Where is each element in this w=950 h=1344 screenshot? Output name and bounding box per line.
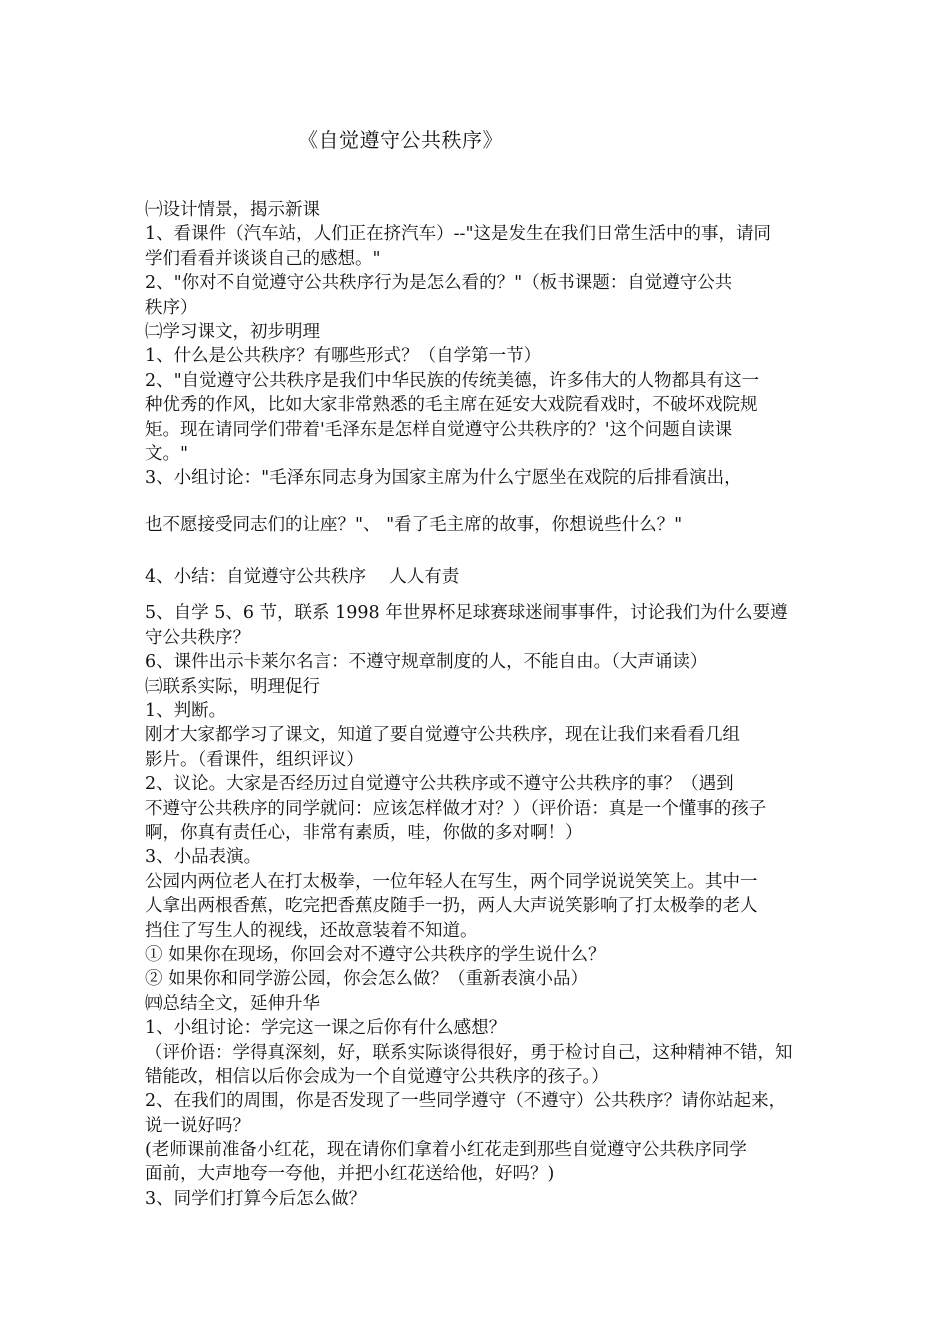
paragraph-line: 2、"你对不自觉遵守公共秩序行为是怎么看的？"（板书课题：自觉遵守公共 (145, 273, 733, 294)
paragraph-line: 种优秀的作风，比如大家非常熟悉的毛主席在延安大戏院看戏时，不破坏戏院规 (145, 395, 758, 416)
paragraph-line: 说一说好吗？ (145, 1115, 250, 1136)
section-heading-4: ㈣总结全文，延伸升华 (145, 993, 320, 1014)
paragraph-line: （评价语：学得真深刻，好，联系实际谈得很好，勇于检讨自己，这种精神不错，知 (145, 1042, 793, 1063)
document-title: 《自觉遵守公共秩序》 (298, 128, 503, 152)
paragraph-line: 秩序） (145, 297, 198, 318)
paragraph-line: 也不愿接受同志们的让座？"、 "看了毛主席的故事，你想说些什么？" (145, 514, 683, 535)
section-heading-3: ㈢联系实际，明理促行 (145, 676, 320, 697)
document-body (145, 198, 815, 1211)
paragraph-line: 啊，你真有责任心，非常有素质，哇，你做的多对啊！） (145, 822, 583, 843)
paragraph-line: 3、同学们打算今后怎么做？ (145, 1188, 367, 1209)
paragraph-line: 错能改，相信以后你会成为一个自觉遵守公共秩序的孩子。） (145, 1066, 609, 1087)
paragraph-line: 人拿出两根香蕉，吃完把香蕉皮随手一扔，两人大声说笑影响了打太极拳的老人 (145, 896, 758, 917)
paragraph-line: 1、看课件（汽车站，人们正在挤汽车）--"这是发生在我们日常生活中的事，请同 (145, 224, 772, 245)
paragraph-line: 2、在我们的周围，你是否发现了一些同学遵守（不遵守）公共秩序？请你站起来， (145, 1091, 787, 1112)
paragraph-line: 4、小结：自觉遵守公共秩序 人人有责 (145, 567, 460, 588)
paragraph-line: (老师课前准备小红花，现在请你们拿着小红花走到那些自觉遵守公共秩序同学 (145, 1140, 747, 1161)
paragraph-line: 矩。现在请同学们带着'毛泽东是怎样自觉遵守公共秩序的？'这个问题自读课 (145, 419, 733, 440)
section-heading-2: ㈡学习课文，初步明理 (145, 321, 320, 342)
paragraph-line: 影片。（看课件，组织评议） (145, 749, 364, 770)
question-line: ① 如果你在现场，你回会对不遵守公共秩序的学生说什么？ (145, 944, 606, 965)
paragraph-line: 3、小品表演。 (145, 847, 262, 868)
paragraph-line: 学们看看并谈谈自己的感想。" (145, 248, 381, 269)
paragraph-line: 刚才大家都学习了课文，知道了要自觉遵守公共秩序，现在让我们来看看几组 (145, 725, 740, 746)
paragraph-line: 守公共秩序？ (145, 627, 250, 648)
paragraph-line: 2、"自觉遵守公共秩序是我们中华民族的传统美德，许多伟大的人物都具有这一 (145, 370, 760, 391)
paragraph-line: 6、课件出示卡莱尔名言：不遵守规章制度的人，不能自由。（大声诵读） (145, 652, 708, 673)
paragraph-line: 3、小组讨论："毛泽东同志身为国家主席为什么宁愿坐在戏院的后排看演出， (145, 468, 742, 489)
paragraph-line: 面前，大声地夸一夸他，并把小红花送给他，好吗？) (145, 1164, 555, 1185)
paragraph-line: 1、小组讨论：学完这一课之后你有什么感想？ (145, 1018, 507, 1039)
paragraph-line: 挡住了写生人的视线，还故意装着不知道。 (145, 920, 478, 941)
paragraph-line: 1、判断。 (145, 701, 227, 722)
question-line: ② 如果你和同学游公园，你会怎么做？（重新表演小品） (145, 969, 589, 990)
paragraph-line: 2、议论。大家是否经历过自觉遵守公共秩序或不遵守公共秩序的事？（遇到 (145, 774, 734, 795)
paragraph-line: 不遵守公共秩序的同学就问：应该怎样做才对？）（评价语：真是一个懂事的孩子 (145, 798, 767, 819)
paragraph-line: 1、什么是公共秩序？有哪些形式？（自学第一节） (145, 346, 542, 367)
section-heading-1: ㈠设计情景，揭示新课 (145, 200, 320, 220)
paragraph-line: 文。" (145, 443, 189, 464)
paragraph-line: 公园内两位老人在打太极拳，一位年轻人在写生，两个同学说说笑笑上。其中一 (145, 871, 758, 892)
paragraph-line: 5、自学 5、6 节，联系 1998 年世界杯足球赛球迷闹事事件，讨论我们为什么要遵 (145, 603, 788, 624)
